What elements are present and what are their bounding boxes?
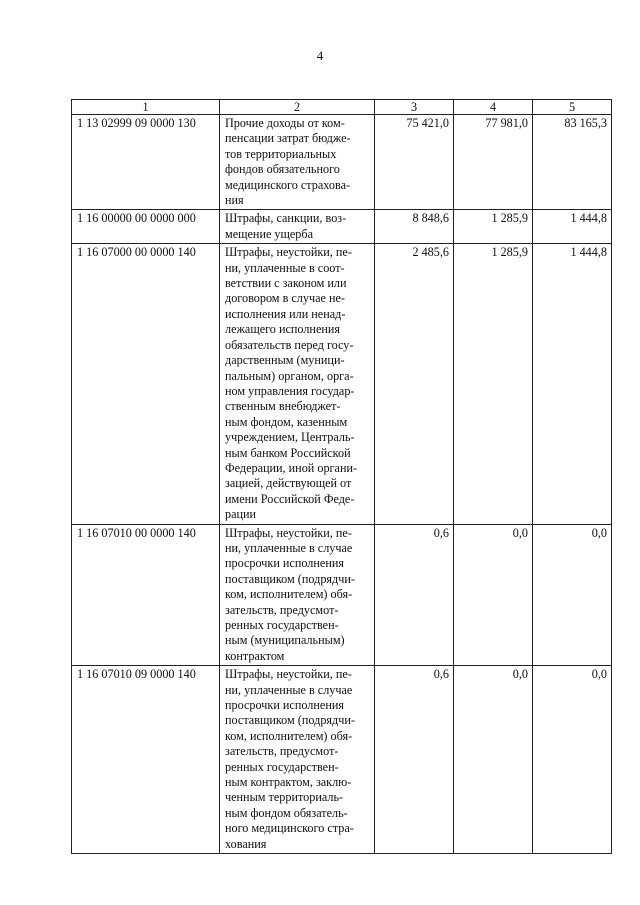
amount-col3-cell: 8 848,6 [375, 210, 454, 244]
amount-col3-cell: 0,6 [375, 666, 454, 854]
budget-code-cell: 1 13 02999 09 0000 130 [72, 115, 220, 210]
table-header [72, 100, 612, 115]
column-header-4: 4 [454, 100, 533, 115]
amount-col5-cell: 1 444,8 [533, 210, 612, 244]
table-row [72, 666, 612, 854]
amount-col3-cell: 75 421,0 [375, 115, 454, 210]
table-row [72, 244, 612, 524]
amount-col4-cell: 77 981,0 [454, 115, 533, 210]
revenue-name-cell: Штрафы, неустойки, пе- ни, уплаченные в соот- ветствии с законом или договором в случае не- исполнения или ненад- лежащего исполнения обязательств перед госу- дарственным (муници- пальным) органом, орга- ном управления государ- ственным внебюджет- ным фондом, казенным учреждением, Централь- ным банком Российской Федерации, иной органи- зацией, действующей от имени Российской Феде- рации [220, 244, 375, 524]
budget-code-cell: 1 16 07010 00 0000 140 [72, 524, 220, 666]
amount-col5-cell: 0,0 [533, 666, 612, 854]
revenue-name-cell: Прочие доходы от ком- пенсации затрат бюдже- тов территориальных фондов обязательного медицинского страхова- ния [220, 115, 375, 210]
amount-col4-cell: 1 285,9 [454, 210, 533, 244]
header-row [72, 100, 612, 115]
column-header-1: 1 [72, 100, 220, 115]
budget-code-cell: 1 16 07000 00 0000 140 [72, 244, 220, 524]
page-number: 4 [316, 48, 324, 63]
amount-col4-cell: 0,0 [454, 524, 533, 666]
revenue-name-cell: Штрафы, санкции, воз- мещение ущерба [220, 210, 375, 244]
budget-revenue-table [71, 99, 612, 854]
column-header-5: 5 [533, 100, 612, 115]
table-row [72, 115, 612, 210]
table-row [72, 524, 612, 666]
table-body [72, 115, 612, 854]
amount-col5-cell: 1 444,8 [533, 244, 612, 524]
column-header-2: 2 [220, 100, 375, 115]
revenue-name-cell: Штрафы, неустойки, пе- ни, уплаченные в случае просрочки исполнения поставщиком (подрядчи- ком, исполнителем) обя- зательств, предусмот- ренных государствен- ным (муниципальным) контрактом [220, 524, 375, 666]
amount-col5-cell: 83 165,3 [533, 115, 612, 210]
table-row [72, 210, 612, 244]
budget-code-cell: 1 16 00000 00 0000 000 [72, 210, 220, 244]
amount-col3-cell: 2 485,6 [375, 244, 454, 524]
amount-col4-cell: 0,0 [454, 666, 533, 854]
revenue-name-cell: Штрафы, неустойки, пе- ни, уплаченные в случае просрочки исполнения поставщиком (подрядчи- ком, исполнителем) обя- зательств, предусмот- ренных государствен- ным контрактом, заклю- ченным территориаль- ным фондом обязатель- ного медицинского стра- хования [220, 666, 375, 854]
amount-col4-cell: 1 285,9 [454, 244, 533, 524]
amount-col3-cell: 0,6 [375, 524, 454, 666]
amount-col5-cell: 0,0 [533, 524, 612, 666]
column-header-3: 3 [375, 100, 454, 115]
budget-code-cell: 1 16 07010 09 0000 140 [72, 666, 220, 854]
